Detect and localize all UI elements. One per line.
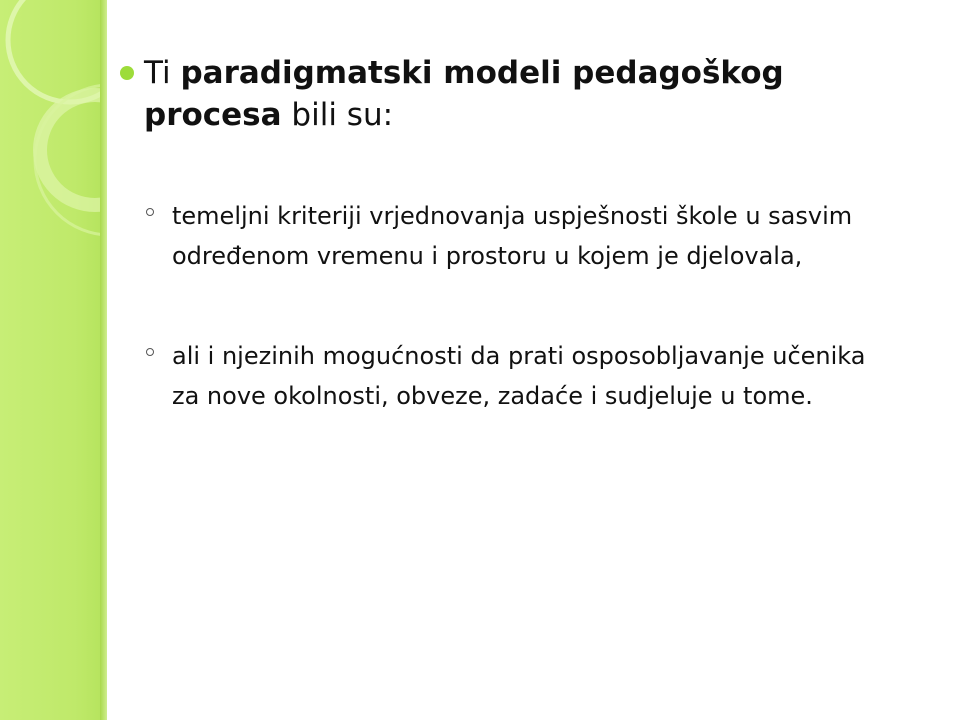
bullet-dot-icon <box>120 66 134 80</box>
sub-bullet-item <box>120 336 872 416</box>
main-bullet-prefix: Ti <box>144 55 181 91</box>
sidebar-rings-decoration <box>0 0 107 720</box>
sub-bullet-item <box>120 196 872 276</box>
sidebar-edge <box>100 0 107 720</box>
main-bullet <box>120 52 920 136</box>
ring-bullet-icon <box>146 348 154 356</box>
main-bullet-bold: paradigmatski modeli pedagoškog procesa <box>144 55 784 133</box>
sub-bullet-text: temeljni kriteriji vrjednovanja uspješnosti škole u sasvim određenom vremenu i prostoru u kojem je djelovala, <box>172 202 853 270</box>
decorative-sidebar <box>0 0 107 720</box>
slide-content <box>120 52 920 476</box>
ring-bullet-icon <box>146 208 154 216</box>
sub-bullet-text: ali i njezinih mogućnosti da prati osposobljavanje učenika za nove okolnosti, obveze, zadaće i sudjeluje u tome. <box>172 342 866 410</box>
sub-bullet-list <box>120 196 920 416</box>
main-bullet-suffix: bili su: <box>281 97 394 133</box>
